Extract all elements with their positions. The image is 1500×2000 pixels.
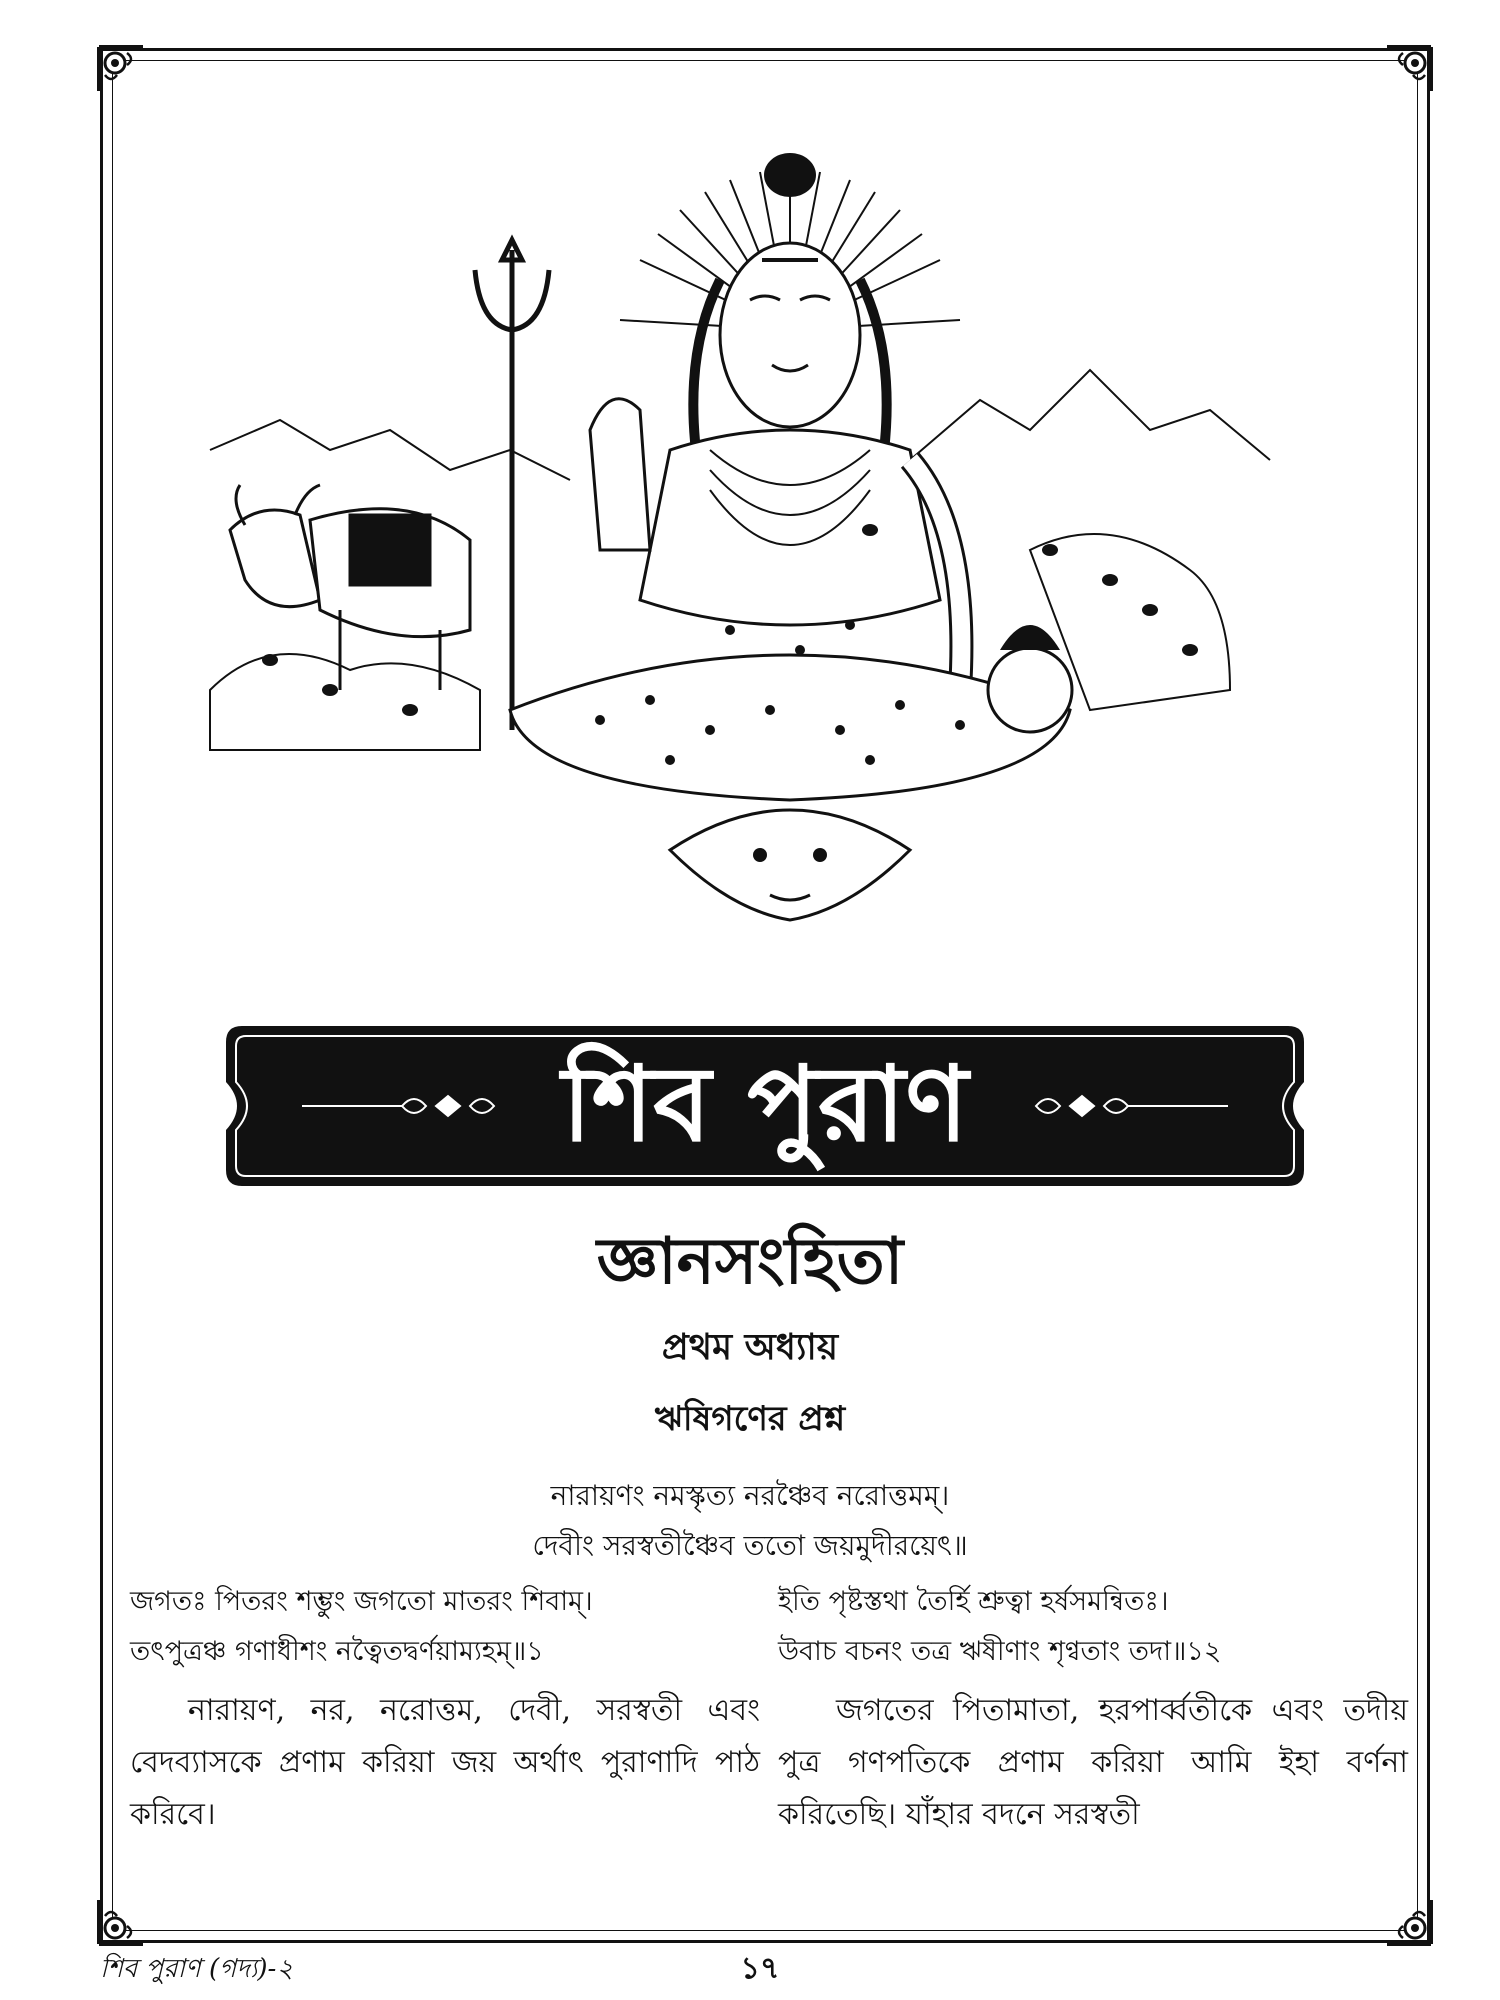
invocation-line-1: নারায়ণং নমস্কৃত্য নরঞ্চৈব নরোত্তমম্।: [550, 1479, 950, 1512]
book-title: শিব পুরাণ: [561, 1043, 969, 1165]
sloka-line: উবাচ বচনং তত্র ঋষীণাং শৃণ্বতাং তদা॥১২: [778, 1636, 1222, 1667]
left-column: [130, 1585, 760, 1841]
corner-ornament-icon: [1383, 1896, 1435, 1948]
prose-paragraph: নারায়ণ, নর, নরোত্তম, দেবী, সরস্বতী এবং বেদব্যাসকে প্রণাম করিয়া জয় অর্থাৎ পুরাণাদি পাঠ করিবে।: [130, 1693, 760, 1832]
prose-paragraph: জগতের পিতামাতা, হরপার্ব্বতীকে এবং তদীয় পুত্র গণপতিকে প্রণাম করিয়া আমি ইহা বর্ণনা করিতেছি। যাঁহার বদনে সরস্বতী: [778, 1693, 1408, 1832]
section-title: জ্ঞানসংহিতা: [596, 1225, 904, 1299]
chapter-subject: ঋষিগণের প্রশ্ন: [654, 1399, 846, 1439]
sloka-line: ইতি পৃষ্টস্তথা তৈর্হি শ্রুত্বা হর্ষসমন্বিতঃ।: [778, 1586, 1169, 1617]
page-number: ১৭: [740, 1951, 780, 1986]
corner-ornament-icon: [1383, 43, 1435, 95]
right-column: [778, 1585, 1408, 1841]
corner-ornament-icon: [95, 43, 147, 95]
deity-illustration: [150, 130, 1330, 1010]
sloka-line: জগতঃ পিতরং শম্ভুং জগতো মাতরং শিবাম্।: [130, 1586, 593, 1617]
chapter-heading: প্রথম অধ্যায়: [661, 1327, 839, 1368]
invocation-line-2: দেবীং সরস্বতীঞ্চৈব ততো জয়মুদীরয়েৎ॥: [532, 1529, 968, 1562]
running-title: শিব পুরাণ (গদ্য)-২: [100, 1954, 294, 1984]
title-banner: [222, 1022, 1308, 1190]
sloka-line: তৎপুত্রঞ্চ গণাধীশং নত্বৈতদ্বর্ণয়াম্যহম্॥১: [130, 1636, 544, 1667]
corner-ornament-icon: [95, 1896, 147, 1948]
